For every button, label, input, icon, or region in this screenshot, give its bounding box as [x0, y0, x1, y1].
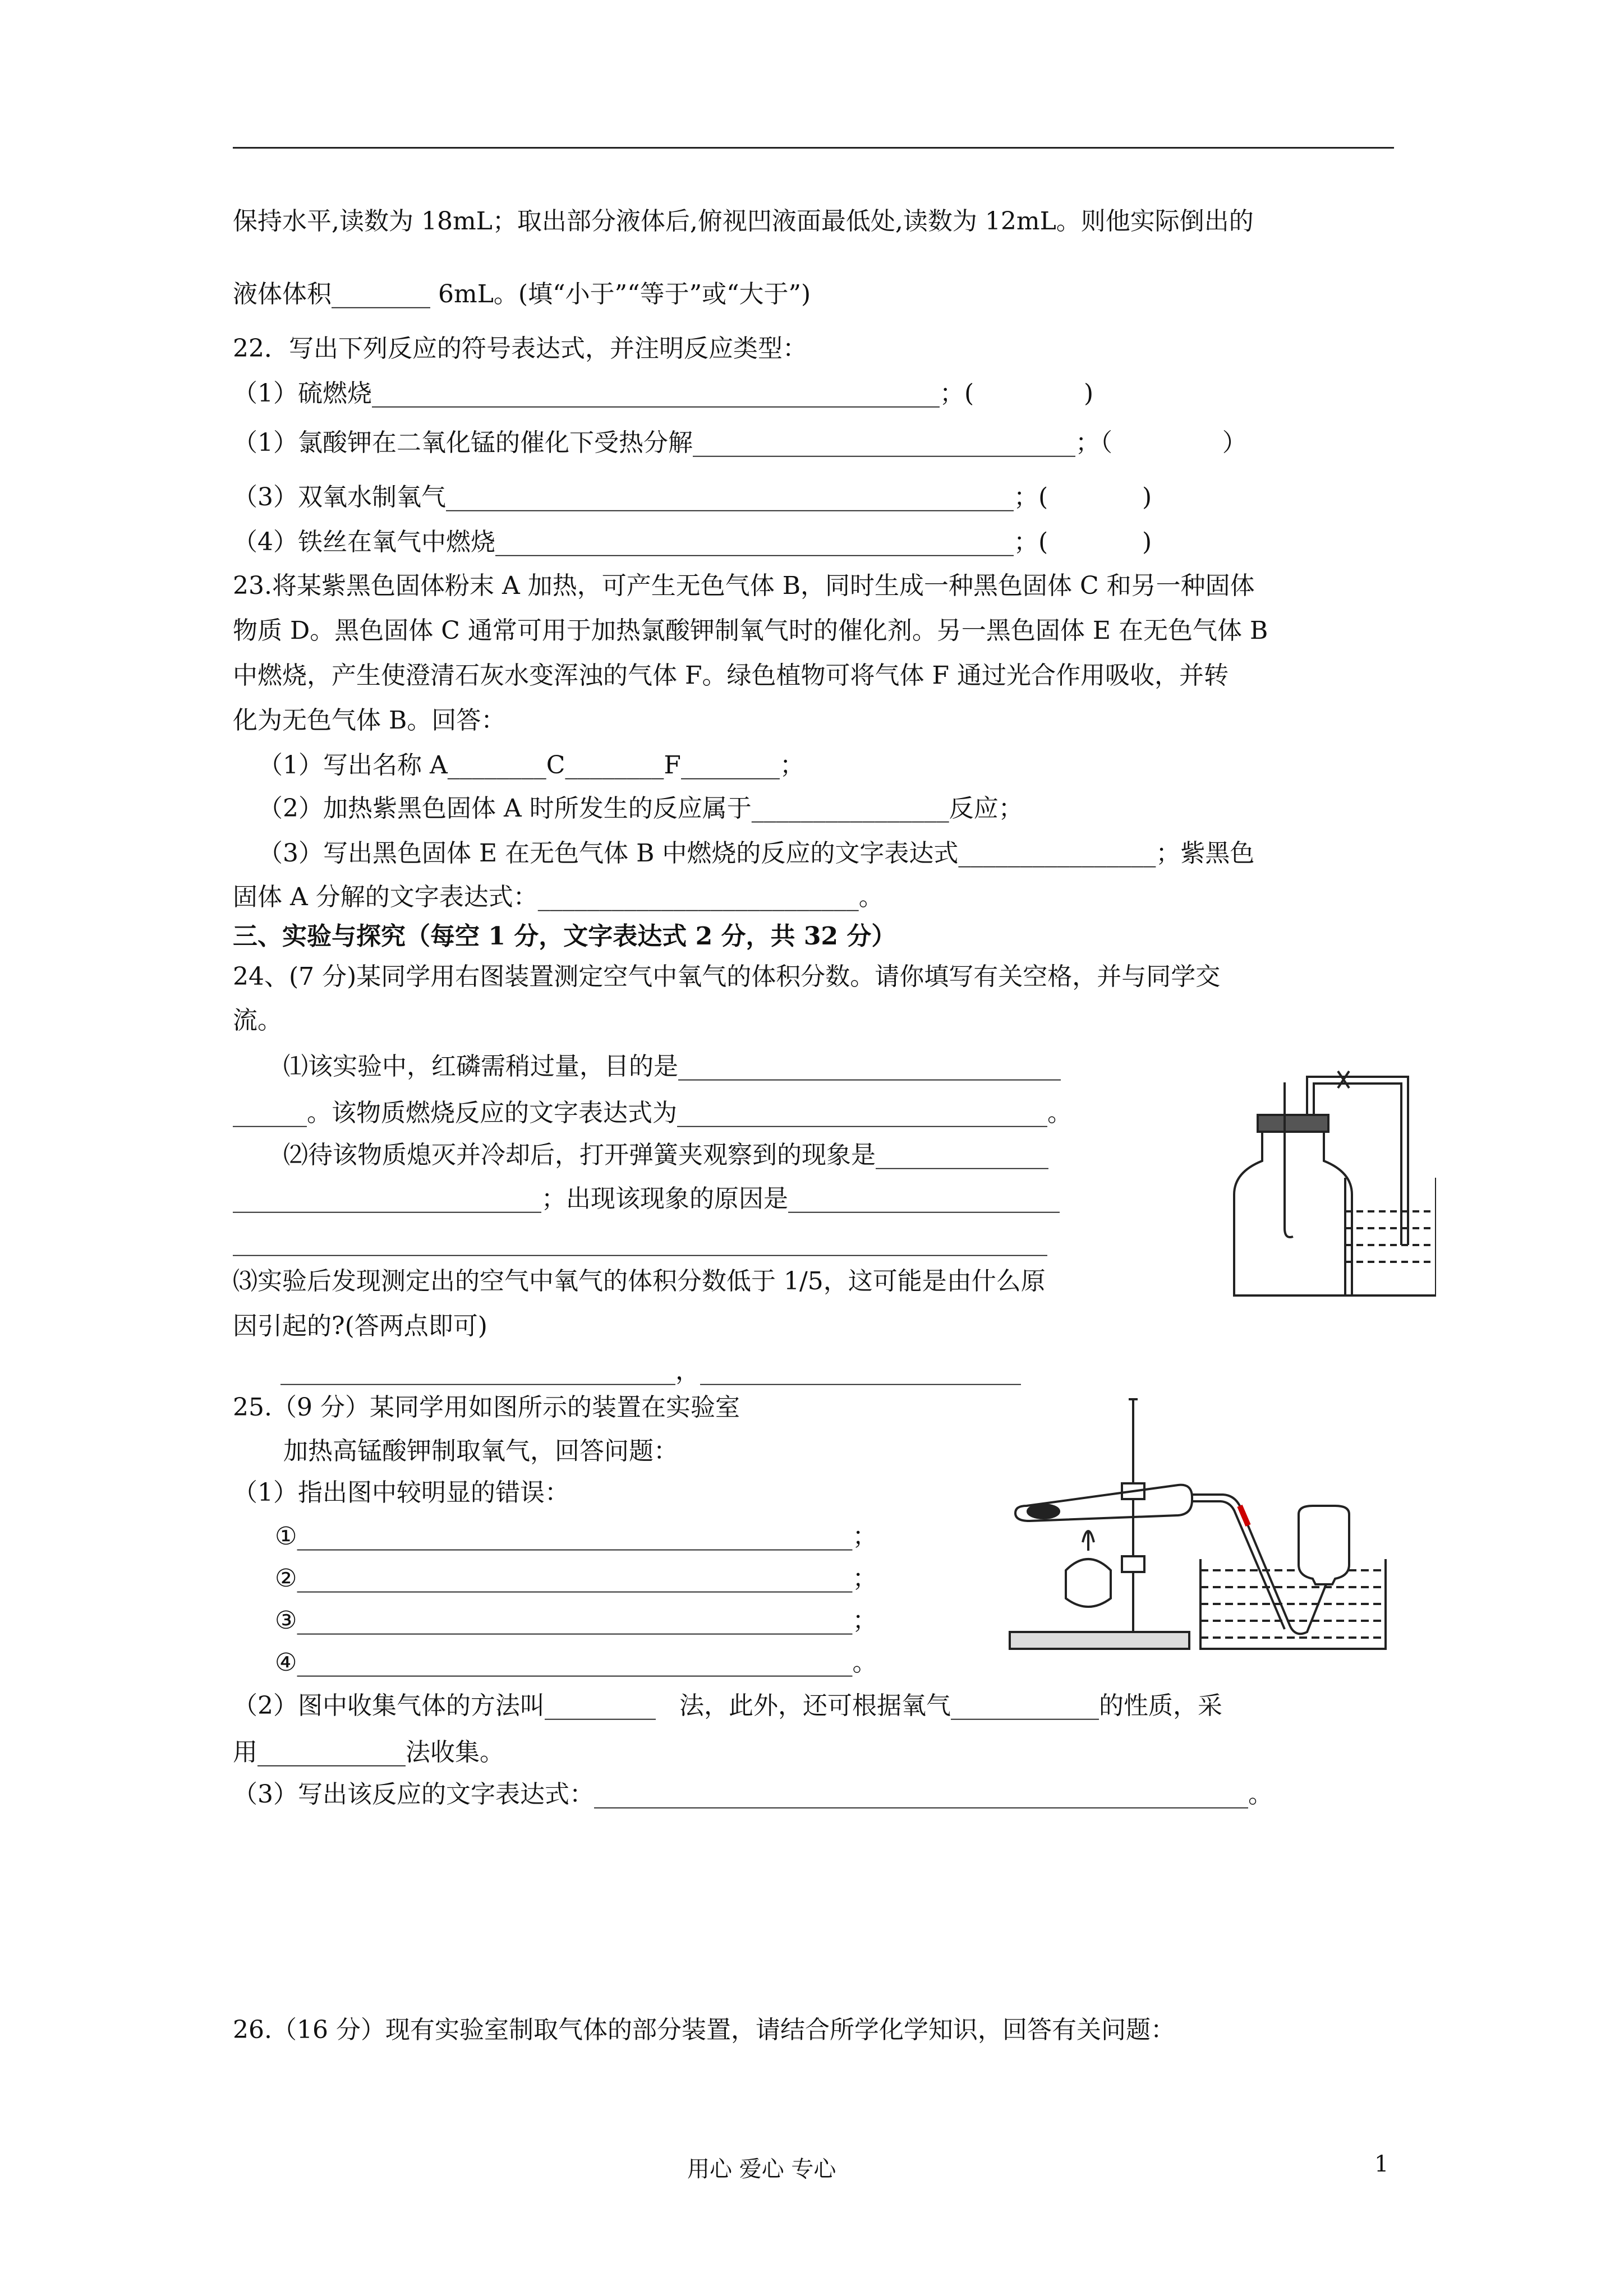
text-line: 中燃烧，产生使澄清石灰水变浑浊的气体 F。绿色植物可将气体 F 通过光合作用吸收，并转 [233, 661, 1229, 690]
question-25-1: （1）指出图中较明显的错误： [233, 1478, 569, 1507]
error-item-3: ③_____________________________________________； [275, 1606, 877, 1635]
text-line: 液体体积________ 6mL。(填“小于”“等于”或“大于”) [233, 280, 811, 308]
question-25: 25.（9 分）某同学用如图所示的装置在实验室 [233, 1393, 740, 1422]
text-line: 保持水平,读数为 18mL；取出部分液体后,俯视凹液面最低处,读数为 12mL。则他实际倒出的 [233, 207, 1254, 236]
footer-motto: 用心 爱心 专心 [687, 2156, 836, 2182]
question-24-1: ⑴该实验中，红磷需稍过量，目的是_______________________________ [283, 1052, 1061, 1081]
question-22-1: （1）硫燃烧______________________________________________；( ) [233, 379, 1094, 408]
question-23: 23.将某紫黑色固体粉末 A 加热，可产生无色气体 B，同时生成一种黑色固体 C 和另一种固体 [233, 571, 1255, 600]
oxygen-measurement-figure [1195, 1032, 1436, 1307]
text-line: 用____________法收集。 [233, 1738, 504, 1767]
question-22: 22．写出下列反应的符号表达式，并注明反应类型： [233, 334, 807, 363]
question-22-2: （1）氯酸钾在二氧化锰的催化下受热分解_______________________________；（ ） [233, 428, 1247, 457]
page-number: 1 [1374, 2151, 1389, 2177]
text-line: 化为无色气体 B。回答： [233, 706, 506, 735]
error-item-4: ④_____________________________________________。 [275, 1648, 877, 1677]
error-item-2: ②_____________________________________________； [275, 1564, 877, 1593]
question-23-1: （1）写出名称 A________C________F________； [258, 751, 804, 780]
text-line: 固体 A 分解的文字表达式：__________________________。 [233, 883, 884, 911]
question-24-2: ⑵待该物质熄灭并冷却后，打开弹簧夹观察到的现象是______________ [283, 1141, 1048, 1169]
text-line: _________________________；出现该现象的原因是______________________ [233, 1184, 1060, 1213]
error-item-1: ①_____________________________________________； [275, 1522, 877, 1551]
question-24: 24、(7 分)某同学用右图装置测定空气中氧气的体积分数。请你填写有关空格，并与同学交 [233, 962, 1221, 991]
oxygen-preparation-figure [999, 1391, 1391, 1654]
text-line: 加热高锰酸钾制取氧气，回答问题： [283, 1437, 678, 1465]
text-line: 物质 D。黑色固体 C 通常可用于加热氯酸钾制氧气时的催化剂。另一黑色固体 E 在无色气体 B [233, 616, 1268, 645]
question-22-4: （4）铁丝在氧气中燃烧__________________________________________；( ) [233, 528, 1152, 556]
question-25-2: （2）图中收集气体的方法叫_________ 法，此外，还可根据氧气____________的性质，采 [233, 1691, 1222, 1720]
question-25-3: （3）写出该反应的文字表达式：_____________________________________________________。 [233, 1780, 1273, 1809]
question-23-3: （3）写出黑色固体 E 在无色气体 B 中燃烧的反应的文字表达式________________；紫黑色 [258, 839, 1255, 868]
question-24-3: ⑶实验后发现测定出的空气中氧气的体积分数低于 1/5，这可能是由什么原 [233, 1267, 1046, 1295]
question-22-3: （3）双氧水制氧气______________________________________________；( ) [233, 483, 1152, 511]
text-line: __________________________________________________________________ [233, 1228, 1047, 1256]
question-26: 26.（16 分）现有实验室制取气体的部分装置，请结合所学化学知识，回答有关问题： [233, 2016, 1175, 2044]
text-line: 流。 [233, 1006, 282, 1035]
section-heading: 三、实验与探究（每空 1 分，文字表达式 2 分，共 32 分） [233, 922, 896, 951]
header-rule [233, 147, 1394, 149]
text-line: 因引起的?(答两点即可) [233, 1312, 487, 1340]
text-line: ______。该物质燃烧反应的文字表达式为______________________________。 [233, 1099, 1072, 1127]
question-23-2: （2）加热紫黑色固体 A 时所发生的反应属于________________反应； [258, 794, 1023, 823]
answer-blanks: ________________________________，__________________________ [280, 1357, 1021, 1385]
